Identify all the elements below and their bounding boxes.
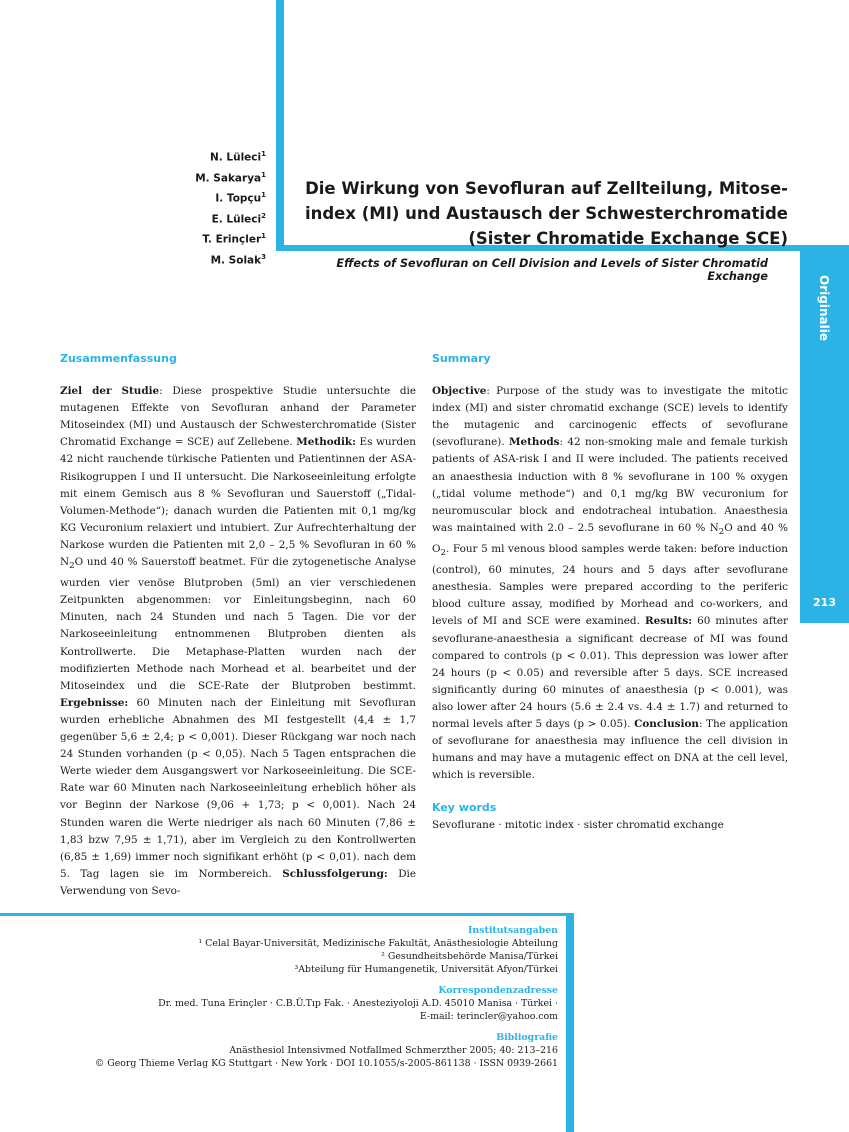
institution-heading: Institutsangaben (468, 925, 558, 936)
bibliography-line: Anästhesiol Intensivmed Notfallmed Schmerzther 2005; 40: 213–216 (229, 1045, 558, 1056)
institution-line: ² Gesundheitsbehörde Manisa/Türkei (381, 951, 558, 962)
accent-bar-vertical (276, 0, 284, 251)
page-number: 213 (813, 596, 836, 609)
paper-title: Die Wirkung von Sevofluran auf Zellteilung, Mitose- index (MI) und Austausch der Schwesterchromatide (Sister Chromatide Exchange SCE) (304, 179, 788, 248)
footer-accent-line (0, 913, 574, 916)
abstract-german (60, 350, 416, 900)
author: M. Solak$^3$ (210, 252, 266, 266)
author-list (195, 146, 266, 269)
bibliography-line: © Georg Thieme Verlag KG Stuttgart · New York · DOI 10.1055/s-2005-861138 · ISSN 0939-2661 (94, 1058, 558, 1069)
correspondence-heading: Korrespondenzadresse (438, 985, 558, 996)
keywords: Sevoflurane · mitotic index · sister chromatid exchange (432, 818, 724, 831)
author: M. Sakarya$^1$ (195, 170, 266, 184)
footer-info (60, 924, 558, 1070)
keywords-heading: Key words (432, 801, 497, 815)
bibliography-heading: Bibliografie (496, 1032, 558, 1043)
author: E. Lüleci$^2$ (211, 211, 266, 225)
institution-line: ³Abteilung für Humangenetik, Universität Afyon/Türkei (294, 964, 558, 975)
institution-line: ¹ Celal Bayar-Universität, Medizinische Fakultät, Anästhesiologie Abteilung (198, 938, 558, 949)
abstract-english (432, 350, 788, 834)
correspondence-line: E-mail: terincler@yahoo.com (419, 1011, 558, 1022)
author: N. Lüleci$^1$ (209, 150, 266, 164)
author: I. Topçu$^1$ (215, 191, 266, 205)
section-heading: Summary (432, 352, 491, 365)
author: T. Erinçler$^1$ (202, 232, 266, 246)
correspondence-line: Dr. med. Tuna Erinçler · C.B.Ü.Tıp Fak. · Anesteziyoloji A.D. 45010 Manisa · Türkei · (158, 998, 558, 1009)
side-tab-label: Originalie (817, 275, 831, 341)
abstract-text: Objective: Purpose of the study was to investigate the mitotic index (MI) and sister chromatid exchange (SCE) levels to identify the mutagenic and carcinogenic effects of sevoflurane (sevoflurane). Methods: 42 non-smoking male and female turkish patients of ASA-risk I and II were included. The patients received an anaesthesia induction with 8 % sevoflurane in 100 % oxygen („tidal volume methode“) and 0,1 mg/kg BW vecuronium for neuromuscular block and endotracheal intubation. Anaesthesia was maintained with 2.0 – 2.5 sevoflurane in 60 % $N_2O$ and 40 % $O_2$. Four 5 ml venous blood samples werde taken: before induction (control), 60 minutes, 24 hours and 5 days after sevoflurane anesthesia. Samples were prepared according to the periferic blood culture assay, modified by Morhead and co-workers, and levels of MI and SCE were examined. Results: 60 minutes after sevoflurane-anaesthesia a significant decrease of MI was found compared to controls (p < 0.01). This depression was lower after 24 hours (p < 0.05) and reversible after 5 days. SCE increased significantly during 60 minutes of anaesthesia (p < 0.001), was also lower after 24 hours (5.6 ± 2.4 vs. 4.4 ± 1.7) and returned to normal levels after 5 days (p > 0.05). Conclusion: The application of sevoflurane for anaesthesia may influence the cell division in humans and may have a mutagenic effect on DNA at the cell level, which is reversible. (432, 385, 789, 782)
paper-subtitle: Effects of Sevofluran on Cell Division and Levels of Sister Chromatid Exchange (336, 257, 768, 283)
section-heading: Zusammenfassung (60, 352, 177, 365)
footer-accent-bar (566, 913, 574, 1132)
abstract-text: Ziel der Studie: Diese prospektive Studie untersuchte die mutagenen Effekte von Sevofluran anhand der Parameter Mitoseindex (MI) und Austausch der Schwesterchromatide (Sister Chromatid Exchange = SCE) auf Zellebene. Methodik: Es wurden 42 nicht rauchende türkische Patienten und Patientinnen der ASA-Risikogruppen I und II untersucht. Die Narkoseeinleitung erfolgte mit einem Gemisch aus 8 % Sevofluran und Sauerstoff („Tidal-Volumen-Methode“); danach wurden die Patienten mit 0,1 mg/kg KG Vecuronium relaxiert und intubiert. Zur Aufrechterhaltung der Narkose wurden die Patienten mit 2,0 – 2,5 % Sevofluran in 60 % $N_2O$ und 40 % Sauerstoff beatmet. Für die zytogenetische Analyse wurden vier venöse Blutproben (5ml) an vier verschiedenen Zeitpunkten abgenommen: vor Einleitungsbeginn, nach 60 Minuten, nach 24 Stunden und nach 5 Tagen. Die vor der Narkoseeinleitung entnommenen Blutproben dienten als Kontrollwerte. Die Metaphase-Platten wurden nach der modifizierten Methode nach Morhead et al. bearbeitet und der Mitoseindex und die SCE-Rate der Blutproben bestimmt. Ergebnisse: 60 Minuten nach der Einleitung mit Sevofluran wurden erhebliche Abnahmen des MI festgestellt (4,4 ± 1,7 gegenüber 5,6 ± 2,4; p < 0,001). Dieser Rückgang war noch nach 24 Stunden vorhanden (p < 0,05). Nach 5 Tagen entsprachen die Werte wieder dem Ausgangswert vor Narkoseeinleitung. Die SCE-Rate war 60 Minuten nach Narkoseeinleitung erheblich höher als vor Beginn der Narkose (9,06 + 1,73; p < 0,001). Nach 24 Stunden waren die Werte niedriger als nach 60 Minuten (7,86 ± 1,83 bzw 7,95 ± 1,71), aber im Vergleich zu den Kontrollwerten (6,85 ± 1,69) immer noch signifikant erhöht (p < 0,01). nach dem 5. Tag lagen sie im Normbereich. Schlussfolgerung: Die Verwendung von Sevo- (60, 385, 417, 897)
